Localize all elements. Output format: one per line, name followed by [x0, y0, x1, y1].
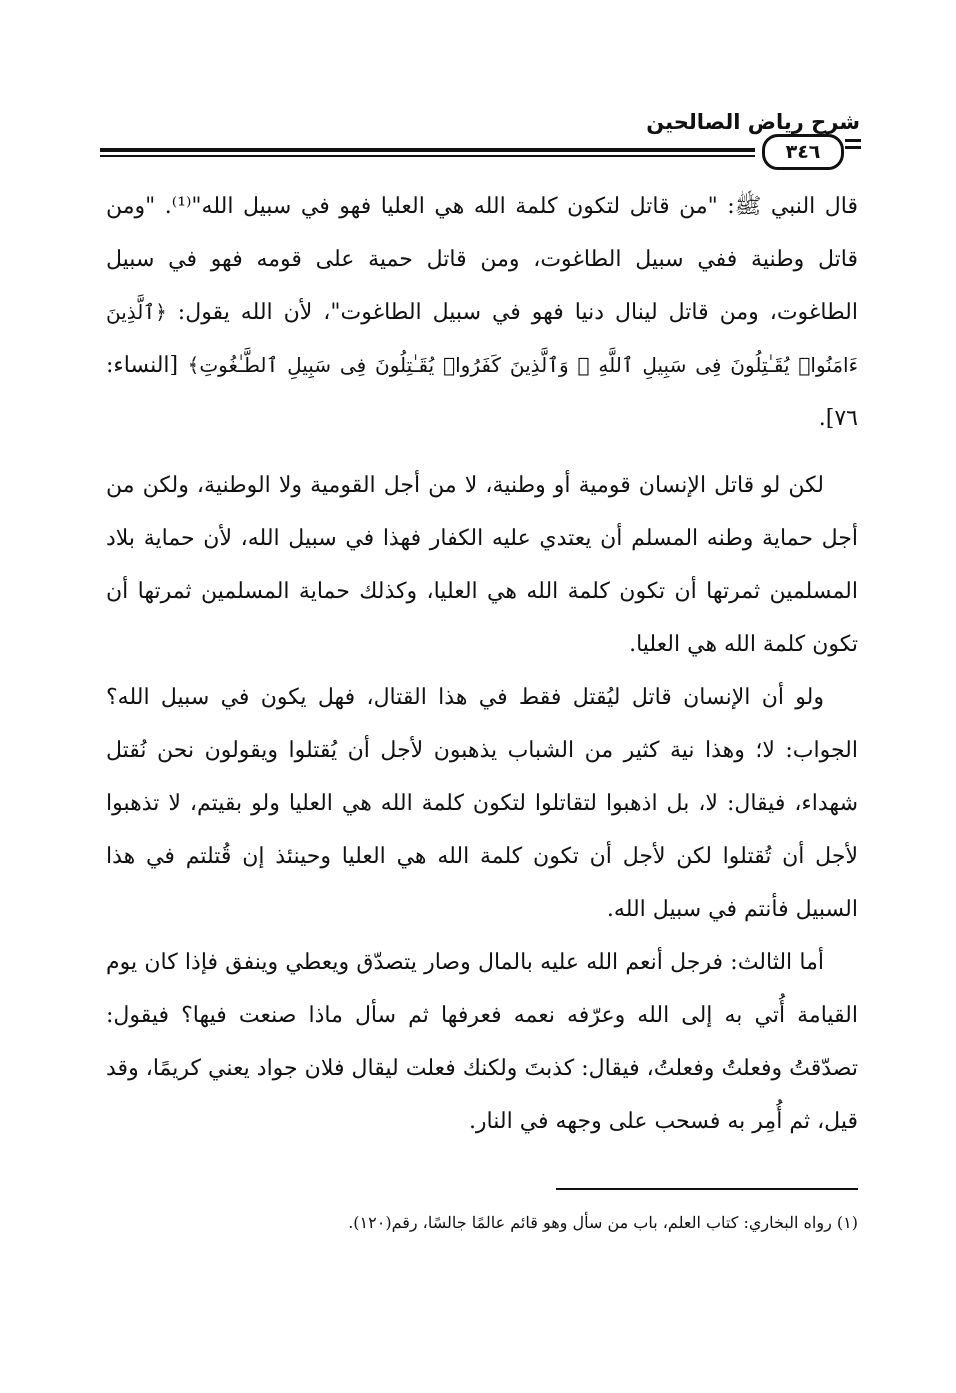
header-rule-thin — [100, 155, 755, 157]
header-rule — [100, 148, 755, 152]
body-text — [106, 180, 858, 1148]
paragraph-martyrdom: ولو أن الإنسان قاتل ليُقتل فقط في هذا القتال، فهل يكون في سبيل الله؟ الجواب: لا؛ وهذا نية كثير من الشباب يذهبون لأجل أن يُقتلوا ويقولون نحن نُقتل شهداء، فيقال: لا، بل اذهبوا لتقاتلوا لتكون كلمة الله هي العليا ولو بقيتم، لا تذهبوا لأجل أن تُقتلوا لكن لأجل أن تكون كلمة الله هي العليا وحينئذ إن قُتلتم في هذا السبيل فأنتم في سبيل الله. — [106, 685, 858, 922]
page-number: ٣٤٦ — [762, 134, 844, 170]
footnote: (١) رواه البخاري: كتاب العلم، باب من سأل وهو قائم عالمًا جالسًا، رقم(١٢٠). — [348, 1213, 858, 1232]
page-number-ornament — [845, 139, 861, 153]
hadith-text: قال النبي ﷺ: "من قاتل لتكون كلمة الله هي العليا فهو في سبيل الله"⁽¹⁾. "ومن قاتل وطنية ففي سبيل الطاغوت، ومن قاتل حمية على قومه فهو في سبيل الطاغوت، ومن قاتل لينال دنيا فهو في سبيل الطاغوت"، لأن الله يقول: — [106, 194, 858, 325]
paragraph-patriotism: لكن لو قاتل الإنسان قومية أو وطنية، لا من أجل القومية ولا الوطنية، ولكن من أجل حماية وطنه المسلم أن يعتدي عليه الكفار فهذا في سبيل الله، لأن حماية بلاد المسلمين ثمرتها أن تكون كلمة الله هي العليا، وكذلك حماية المسلمين ثمرتها أن تكون كلمة الله هي العليا. — [106, 473, 858, 657]
verse-reference: [النساء: ٧٦]. — [106, 353, 858, 431]
quran-verse: ﴿ٱلَّذِينَ ءَامَنُوا۟ يُقَـٰتِلُونَ فِى سَبِيلِ ٱللَّهِ ۖ وَٱلَّذِينَ كَفَرُوا۟ يُقَـٰتِلُونَ فِى سَبِيلِ ٱلطَّـٰغُوتِ﴾ — [106, 300, 858, 377]
paragraph-hadith — [106, 180, 858, 445]
paragraph-third-man: أما الثالث: فرجل أنعم الله عليه بالمال وصار يتصدّق ويعطي وينفق فإذا كان يوم القيامة أُتي به إلى الله وعرّفه نعمه فعرفها ثم سأل ماذا صنعت فيها؟ فيقول: تصدّقتُ وفعلتُ وفعلتُ، فيقال: كذبتَ ولكنك فعلت ليقال فلان جواد يعني كريمًا، وقد قيل، ثم أُمِر به فسحب على وجهه في النار. — [106, 950, 858, 1134]
page-header — [100, 108, 860, 168]
book-title: شرح رياض الصالحين — [646, 110, 860, 134]
footnote-separator — [556, 1188, 858, 1190]
